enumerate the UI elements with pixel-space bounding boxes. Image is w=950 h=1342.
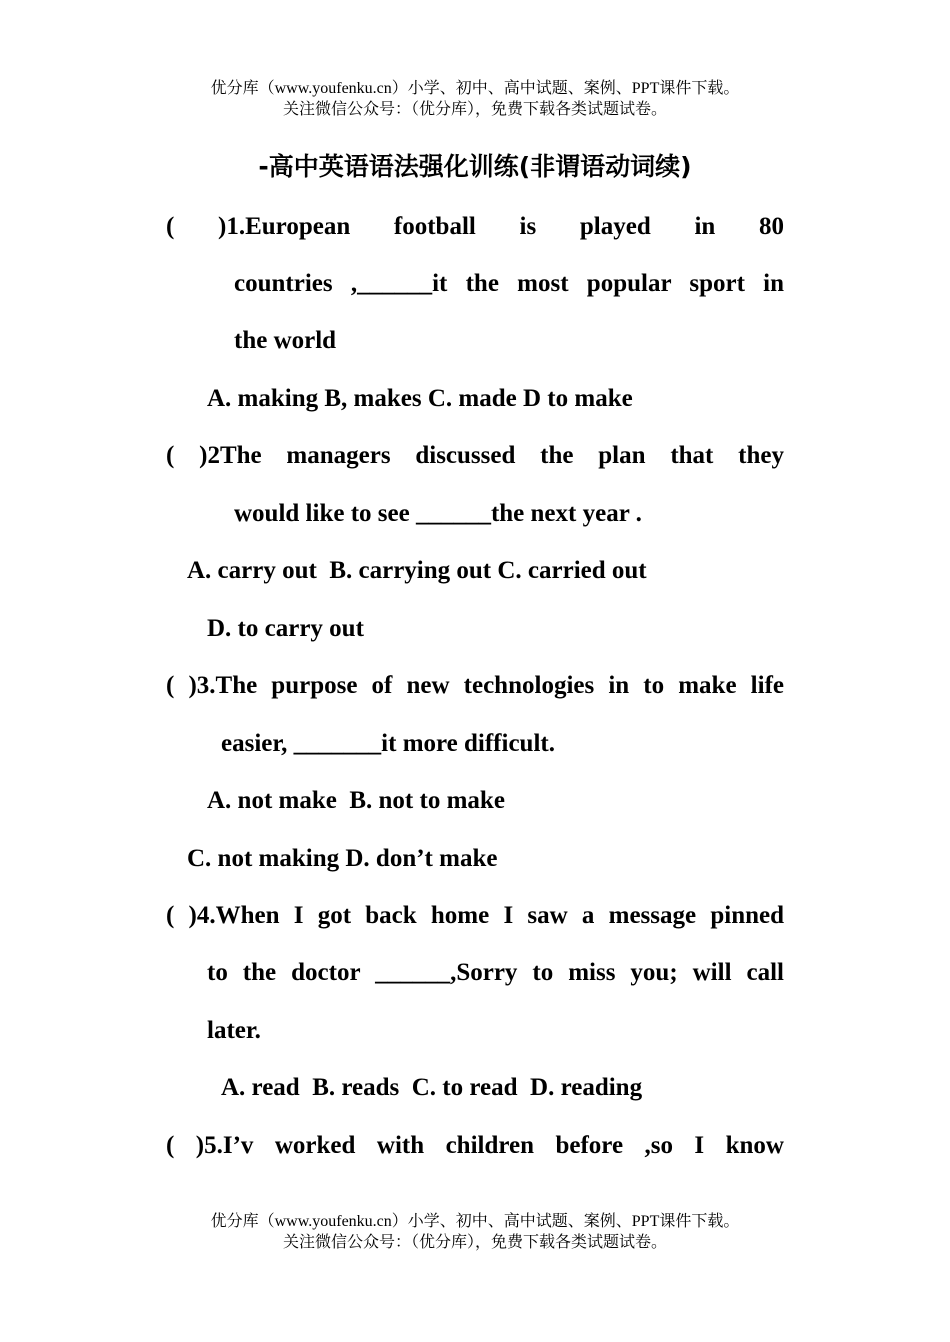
q2-options-2: D. to carry out (207, 615, 364, 642)
q4-line-2: to the doctor ______,Sorry to miss you; will call (207, 959, 784, 986)
q1-options: A. making B, makes C. made D to make (207, 385, 633, 412)
q1-line-1: ( )1.European football is played in 80 (166, 213, 784, 240)
q3-options-1: A. not make B. not to make (207, 787, 505, 814)
footer-line-1: 优分库（www.youfenku.cn）小学、初中、高中试题、案例、PPT课件下载。 (210, 1213, 740, 1230)
q3-options-2: C. not making D. don’t make (187, 845, 498, 872)
footer-line-2: 关注微信公众号：（优分库），免费下载各类试题试卷。 (282, 1234, 667, 1251)
q3-line-1: ( )3.The purpose of new technologies in to make life (166, 672, 784, 699)
q2-line-1: ( )2The managers discussed the plan that they (166, 442, 784, 469)
q3-line-2: easier, _______it more difficult. (221, 730, 555, 757)
q2-options-1: A. carry out B. carrying out C. carried out (187, 557, 647, 584)
header-line-2: 关注微信公众号：（优分库），免费下载各类试题试卷。 (282, 101, 667, 118)
q4-line-3: later. (207, 1017, 261, 1044)
page-title: -高中英语语法强化训练(非谓语动词续) (258, 152, 692, 181)
q1-line-3: the world (234, 327, 337, 354)
q5-line-1: ( )5.I’v worked with children before ,so I know (166, 1132, 784, 1159)
header-line-1: 优分库（www.youfenku.cn）小学、初中、高中试题、案例、PPT课件下载。 (210, 80, 740, 97)
q1-line-2: countries ,______it the most popular sport in (234, 270, 784, 297)
q4-line-1: ( )4.When I got back home I saw a message pinned (166, 902, 784, 929)
q4-options: A. read B. reads C. to read D. reading (221, 1074, 643, 1101)
q2-line-2: would like to see ______the next year . (234, 500, 642, 527)
